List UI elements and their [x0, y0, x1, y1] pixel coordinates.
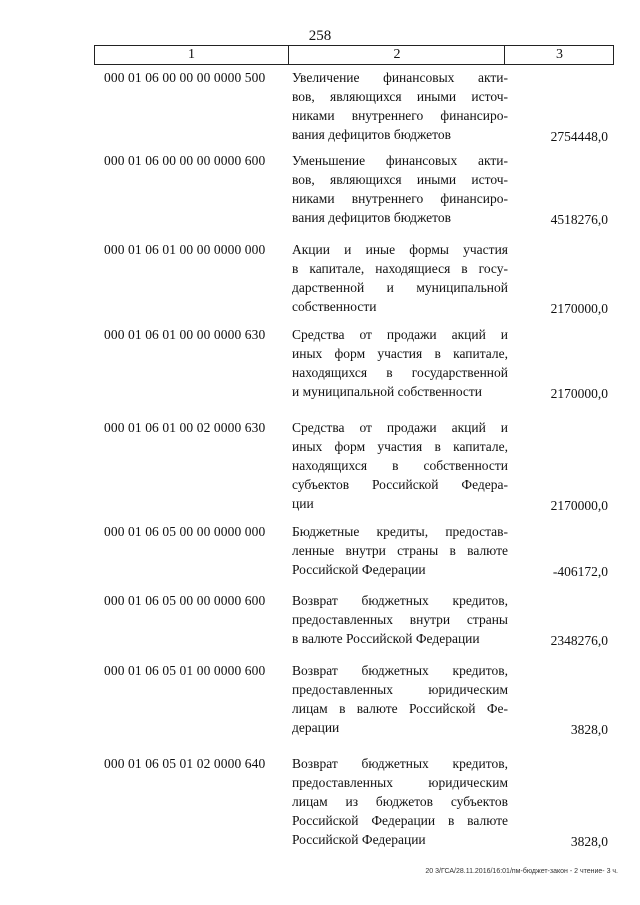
description-line: дерации: [292, 720, 340, 735]
description-line: Российской Федерации: [292, 832, 426, 847]
table-header-row: [94, 45, 614, 65]
description-line: Увеличение финансовых акти-: [292, 70, 508, 85]
row-description: [292, 240, 508, 316]
row-description: [292, 68, 508, 144]
row-description: [292, 418, 508, 513]
amount-value: 3828,0: [570, 722, 608, 737]
budget-code: 000 01 06 01 00 02 0000 630: [104, 420, 266, 435]
description-line: Возврат бюджетных кредитов,: [292, 756, 508, 771]
description-line: никами внутреннего финансиро-: [292, 108, 508, 123]
description-line: вания дефицитов бюджетов: [292, 127, 452, 142]
description-line: предоставленных внутри страны: [292, 612, 508, 627]
row-description: [292, 325, 508, 401]
description-line: вов, являющихся иными источ-: [292, 172, 508, 187]
amount-value: 2170000,0: [550, 301, 608, 316]
description-line: находящихся в государственной: [292, 365, 508, 380]
row-description: [292, 522, 508, 579]
description-line: Российской Федерации: [292, 562, 426, 577]
description-line: Средства от продажи акций и: [292, 327, 508, 342]
description-line: Бюджетные кредиты, предостав-: [292, 524, 508, 539]
budget-code: 000 01 06 05 00 00 0000 600: [104, 593, 266, 608]
footer-stamp: 20 3/ГСА/28.11.2016/16:01/пм-бюджет-закон - 2 чтение- 3 ч.: [425, 868, 618, 875]
amount-value: 2170000,0: [550, 498, 608, 513]
description-line: иных форм участия в капитале,: [292, 346, 508, 361]
page-number: 258: [308, 28, 332, 44]
description-line: Акции и иные формы участия: [292, 242, 508, 257]
column-header-2: 2: [288, 46, 505, 64]
description-line: в капитале, находящиеся в госу-: [292, 261, 508, 276]
amount-value: 2170000,0: [550, 386, 608, 401]
column-header-1: 1: [188, 47, 195, 62]
row-description: [292, 754, 508, 849]
description-line: Возврат бюджетных кредитов,: [292, 663, 508, 678]
amount-value: 4518276,0: [550, 212, 608, 227]
amount-value: 2754448,0: [550, 129, 608, 144]
description-line: никами внутреннего финансиро-: [292, 191, 508, 206]
description-line: дарственной и муниципальной: [292, 280, 508, 295]
description-line: Российской Федерации в валюте: [292, 813, 508, 828]
budget-code: 000 01 06 05 01 00 0000 600: [104, 663, 266, 678]
description-line: Средства от продажи акций и: [292, 420, 508, 435]
amount-value: -406172,0: [552, 564, 608, 579]
budget-code: 000 01 06 05 00 00 0000 000: [104, 524, 266, 539]
row-description: [292, 151, 508, 227]
description-line: и муниципальной собственности: [292, 384, 483, 399]
description-line: субъектов Российской Федера-: [292, 477, 508, 492]
budget-code: 000 01 06 01 00 00 0000 630: [104, 327, 266, 342]
description-line: лицам в валюте Российской Фе-: [292, 701, 508, 716]
description-line: лицам из бюджетов субъектов: [292, 794, 508, 809]
description-line: в валюте Российской Федерации: [292, 631, 480, 646]
budget-code: 000 01 06 00 00 00 0000 500: [104, 70, 266, 85]
description-line: ленные внутри страны в валюте: [292, 543, 508, 558]
description-line: собственности: [292, 299, 377, 314]
row-description: [292, 661, 508, 737]
budget-code: 000 01 06 01 00 00 0000 000: [104, 242, 266, 257]
description-line: вов, являющихся иными источ-: [292, 89, 508, 104]
description-line: ции: [292, 496, 314, 511]
column-header-3: 3: [504, 46, 614, 64]
amount-value: 3828,0: [570, 834, 608, 849]
description-line: иных форм участия в капитале,: [292, 439, 508, 454]
row-description: [292, 591, 508, 648]
amount-value: 2348276,0: [550, 633, 608, 648]
description-line: предоставленных юридическим: [292, 682, 508, 697]
description-line: находящихся в собственности: [292, 458, 508, 473]
description-line: Возврат бюджетных кредитов,: [292, 593, 508, 608]
budget-code: 000 01 06 05 01 02 0000 640: [104, 756, 266, 771]
description-line: Уменьшение финансовых акти-: [292, 153, 508, 168]
budget-code: 000 01 06 00 00 00 0000 600: [104, 153, 266, 168]
description-line: вания дефицитов бюджетов: [292, 210, 452, 225]
description-line: предоставленных юридическим: [292, 775, 508, 790]
